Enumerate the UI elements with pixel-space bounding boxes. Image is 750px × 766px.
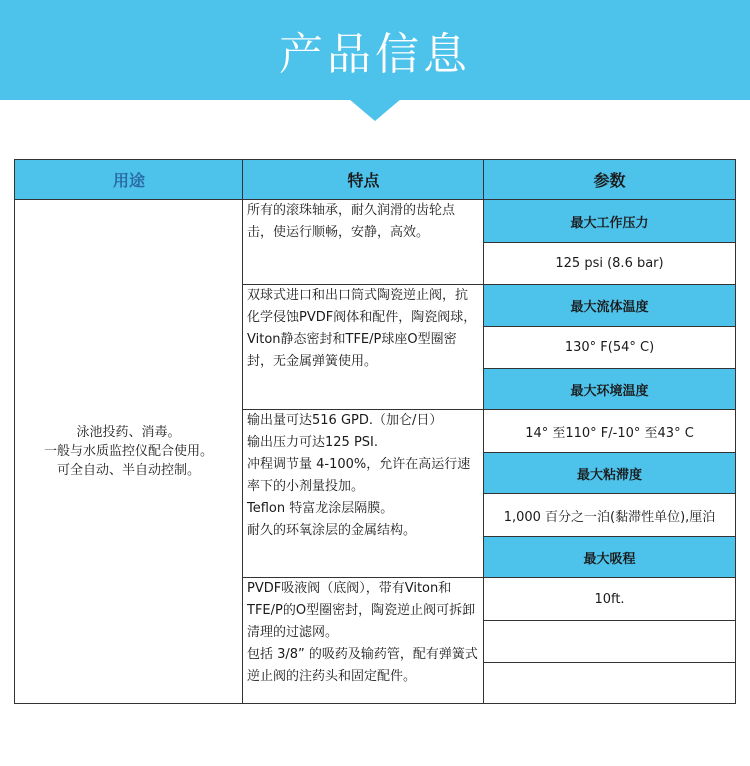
usage-line: 一般与水质监控仪配合使用。 <box>43 444 213 459</box>
param-label-max-ambient-temp: 最大环境温度 <box>484 369 735 409</box>
param-label-max-fluid-temp: 最大流体温度 <box>484 285 735 326</box>
feature-text: 输出量可达516 GPD.（加仑/日） <box>247 413 443 428</box>
param-value-max-viscosity: 1,000 百分之一泊(黏滞性单位),厘泊 <box>503 509 716 525</box>
param-value-max-pressure: 125 psi (8.6 bar) <box>555 256 664 271</box>
feature-text: 双球式进口和出口筒式陶瓷逆止阀，抗化学侵蚀PVDF阀体和配件，陶瓷阀球，Viton静态密封和TFE/P球座O型圈密封，无金属弹簧使用。 <box>247 288 477 369</box>
feature-text: 输出压力可达125 PSI. <box>247 435 379 450</box>
param-value-max-ambient-temp: 14° 至110° F/-10° 至43° C <box>525 425 694 441</box>
feature-text: 包括 3/8” 的吸药及输药管，配有弹簧式逆止阀的注药头和固定配件。 <box>247 647 478 684</box>
param-value-max-fluid-temp: 130° F(54° C) <box>564 340 655 355</box>
feature-text: 所有的滚珠轴承，耐久润滑的齿轮点击，使运行顺畅，安静，高效。 <box>247 203 456 240</box>
header-features: 特点 <box>243 160 484 200</box>
header-params: 参数 <box>484 160 735 200</box>
usage-line: 可全自动、半自动控制。 <box>56 463 200 478</box>
param-label-max-pressure: 最大工作压力 <box>484 200 735 242</box>
param-label-max-viscosity: 最大粘滞度 <box>484 453 735 493</box>
header-usage: 用途 <box>15 160 243 200</box>
feature-cell <box>243 200 483 284</box>
usage-line: 泳池投药、消毒。 <box>76 425 181 440</box>
feature-cell <box>243 410 483 577</box>
page-title: 产品信息 <box>279 29 471 80</box>
product-info-table <box>14 159 736 704</box>
page-banner <box>0 0 750 100</box>
feature-text: 耐久的环氧涂层的金属结构。 <box>247 523 417 538</box>
banner-arrow-icon <box>349 99 401 121</box>
usage-cell <box>15 200 242 703</box>
param-value-max-suction-lift: 10ft. <box>594 591 625 607</box>
feature-text: 冲程调节量 4-100%，允许在高运行速率下的小剂量投加。 <box>247 457 471 494</box>
empty-cell <box>484 621 735 662</box>
feature-cell <box>243 578 483 703</box>
feature-text: PVDF吸液阀（底阀），带有Viton和TFE/P的O型圈密封，陶瓷逆止阀可拆卸清理的过滤网。 <box>247 581 476 640</box>
feature-cell <box>243 285 483 409</box>
param-label-max-suction-lift: 最大吸程 <box>484 537 735 577</box>
empty-cell <box>484 663 735 703</box>
feature-text: Teflon 特富龙涂层隔膜。 <box>247 501 394 516</box>
